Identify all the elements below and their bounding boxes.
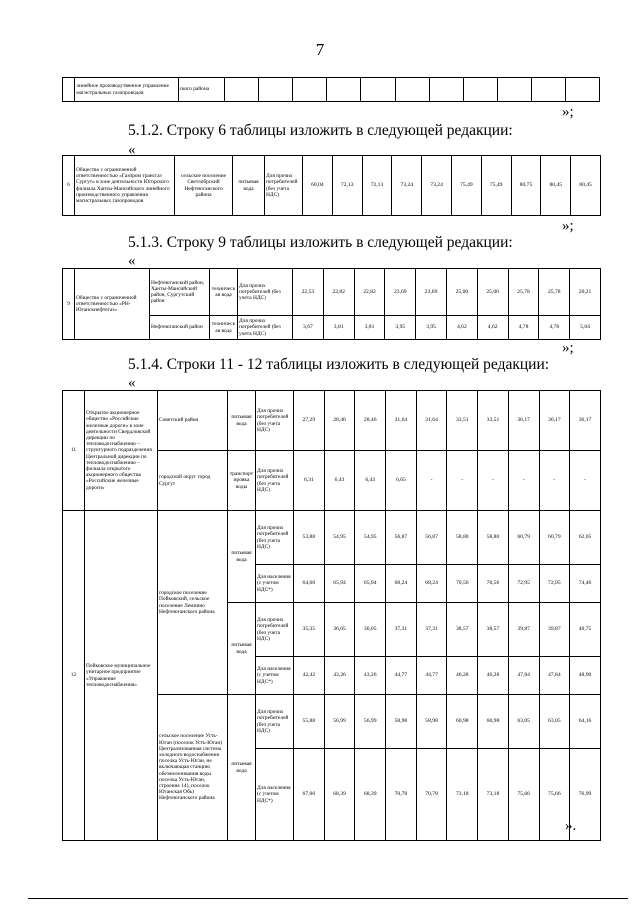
cell-value: 20,21: [570, 269, 601, 316]
cell-value: 68,39: [324, 749, 355, 841]
cell-value: 80,45: [541, 156, 571, 216]
cell-value: 70,56: [478, 565, 509, 603]
cell-value: 36,05: [324, 603, 355, 657]
cell-value: 80,75: [511, 156, 541, 216]
cell-value: 46,28: [447, 657, 478, 695]
cell-value: 23,69: [416, 269, 447, 316]
cell-value: 25,78: [508, 269, 539, 316]
cell-value: 75,49: [451, 156, 481, 216]
cell-value: 38,57: [478, 603, 509, 657]
cell-value: 4,78: [508, 316, 539, 340]
cell-territory: Нефтеюганский район: [150, 316, 210, 340]
cell-value: 47,84: [539, 657, 570, 695]
cell-value: 25,00: [477, 269, 508, 316]
cell-value: 56,87: [386, 511, 417, 565]
cell-territory: сельское поселение Светлобрский Нефтеюганского района: [175, 156, 233, 216]
cell-value: 68,24: [386, 565, 417, 603]
cell-value: 64,66: [294, 565, 325, 603]
cell-value: 74,46: [570, 565, 601, 603]
cell-value: 54,95: [324, 511, 355, 565]
cell-org: Общество с ограниченной ответственностью «РН-Юганскнефтегаз»: [75, 269, 150, 340]
cell-value: 48,90: [570, 657, 601, 695]
cell-water: питьевая вода: [228, 603, 256, 695]
cell-value: 25,78: [539, 269, 570, 316]
cell-value: 80,45: [571, 156, 601, 216]
cell-value: 56,99: [355, 695, 386, 749]
cell-value: 63,05: [539, 695, 570, 749]
cell-value: 42,42: [294, 657, 325, 695]
page-number: 7: [315, 40, 325, 59]
cell-value: 72,13: [332, 156, 362, 216]
cell-value: 27,29: [294, 391, 325, 451]
top-table: [62, 77, 600, 102]
cell-value: 54,95: [355, 511, 386, 565]
open-quote-1: «: [128, 142, 136, 158]
row-number: 12: [63, 511, 85, 841]
cell-org: Открытое акционерное общество «Российские железные дороги» в зоне деятельности Свердловской дирекции по тепловодоснабжению – структурного подразделения Центральной дирекции по тепловодоснабжению – филиала открытого акционерного общества «Российские железные дороги»: [85, 391, 158, 511]
cell-territory: ского района: [178, 78, 224, 102]
section-heading-2: 5.1.3. Строку 9 таблицы изложить в следующей редакции:: [128, 234, 513, 251]
cell-value: 70,78: [386, 749, 417, 841]
cell-value: 75,49: [481, 156, 511, 216]
cell-value: 64,16: [570, 695, 601, 749]
cell-value: 60,79: [508, 511, 539, 565]
cell-value: 62,05: [570, 511, 601, 565]
cell-value: 60,04: [303, 156, 333, 216]
cell-value: 40,75: [570, 603, 601, 657]
cell-value: 33,51: [478, 391, 509, 451]
footer-divider: [28, 898, 628, 899]
cell-consumers: Для прочих потребителей (без учета НДС): [256, 695, 294, 749]
cell-value: 4,62: [477, 316, 508, 340]
cell-value: 22,53: [293, 269, 324, 316]
cell-value: 72,95: [508, 565, 539, 603]
cell-value: 72,13: [362, 156, 392, 216]
cell-value: 36,17: [508, 391, 539, 451]
cell-value: 35,35: [294, 603, 325, 657]
cell-value: 63,05: [508, 695, 539, 749]
cell-consumers: Для прочих потребителей (без учета НДС): [256, 391, 294, 451]
cell-value: 56,99: [324, 695, 355, 749]
cell-value: 37,31: [416, 603, 447, 657]
open-quote-2: «: [128, 253, 136, 269]
cell-value: 70,56: [447, 565, 478, 603]
cell-value: 23,69: [385, 269, 416, 316]
cell-value: 6,43: [355, 451, 386, 511]
cell-value: 47,84: [508, 657, 539, 695]
cell-value: 28,46: [324, 391, 355, 451]
cell-value: 68,24: [416, 565, 447, 603]
cell-water: транспортировка воды: [228, 451, 256, 511]
cell-value: 6,43: [324, 451, 355, 511]
cell-value: 5,04: [570, 316, 601, 340]
row-number: 9: [63, 269, 75, 340]
cell-value: 31,64: [416, 391, 447, 451]
cell-consumers: Для прочих потребителей (без учета НДС): [256, 451, 294, 511]
cell-consumers: Для прочих потребителей (без учета НДС): [256, 511, 294, 565]
cell-value: 46,28: [478, 657, 509, 695]
cell-value: 75,66: [539, 749, 570, 841]
cell-value: 58,98: [416, 695, 447, 749]
cell-value: 65,94: [324, 565, 355, 603]
cell-value: 36,17: [539, 391, 570, 451]
cell-value: 75,66: [508, 749, 539, 841]
section-heading-3: 5.1.4. Строки 11 - 12 таблицы изложить в следующей редакции:: [128, 356, 550, 373]
row-number: 6: [63, 156, 75, 216]
cell-value: 28,46: [355, 391, 386, 451]
cell-value: 22,82: [354, 269, 385, 316]
cell-org: Общество с ограниченной ответственностью «Газпром трансгаз Сургут» в зоне деятельности Югорского филиала Ханты-Мансийского линейного производственного управления магистральных газопроводов: [75, 156, 175, 216]
cell-value: 4,62: [446, 316, 477, 340]
cell-consumers: Для прочих потребителей (без учета НДС): [238, 316, 293, 340]
cell-territory: Нефтеюганский район, Ханты-Мансийский район, Сургутский район: [150, 269, 210, 316]
cell-water: техническая вода: [210, 316, 238, 340]
cell-org: Пойковское муниципальное унитарное предприятие «Управление тепловодоснабжения»: [85, 511, 158, 841]
close-quote-1: »;: [562, 104, 574, 120]
cell-value: 67,06: [294, 749, 325, 841]
cell-value: 3,95: [416, 316, 447, 340]
cell-value: 73,18: [478, 749, 509, 841]
cell-territory: городской округ город Сургут: [158, 451, 228, 511]
open-quote-3: «: [128, 375, 136, 391]
cell-value: 73,24: [422, 156, 452, 216]
cell-territory: Советский район: [158, 391, 228, 451]
table-row-6: [62, 155, 601, 216]
cell-value: 68,39: [355, 749, 386, 841]
cell-value: 3,81: [354, 316, 385, 340]
cell-value: 22,82: [323, 269, 354, 316]
cell-value: 56,87: [416, 511, 447, 565]
cell-value: 60,79: [539, 511, 570, 565]
cell-consumers: Для населения (с учетом НДС*): [256, 657, 294, 695]
cell-consumers: Для населения (с учетом НДС*): [256, 565, 294, 603]
cell-value: 73,18: [447, 749, 478, 841]
cell-value: -: [539, 451, 570, 511]
cell-value: 31,64: [386, 391, 417, 451]
cell-value: -: [508, 451, 539, 511]
cell-value: 43,26: [355, 657, 386, 695]
close-quote-2: »;: [562, 218, 574, 234]
cell-water: питьевая вода: [233, 156, 265, 216]
cell-value: 70,78: [416, 749, 447, 841]
cell-value: 39,87: [508, 603, 539, 657]
cell-value: 33,51: [447, 391, 478, 451]
cell-value: 6,65: [386, 451, 417, 511]
cell-value: 58,80: [447, 511, 478, 565]
table-rows-11-12: [62, 390, 601, 841]
cell-value: 55,88: [294, 695, 325, 749]
cell-value: 60,98: [447, 695, 478, 749]
cell-value: 3,67: [293, 316, 324, 340]
close-quote-final: ».: [565, 818, 577, 834]
cell-water: питьевая вода: [228, 391, 256, 451]
cell-value: 6,31: [294, 451, 325, 511]
cell-value: 65,94: [355, 565, 386, 603]
cell-value: 25,00: [446, 269, 477, 316]
cell-value: 73,24: [392, 156, 422, 216]
row-number: 11: [63, 391, 85, 511]
section-heading-1: 5.1.2. Строку 6 таблицы изложить в следующей редакции:: [128, 122, 513, 139]
cell-value: -: [570, 451, 601, 511]
cell-consumers: Для прочих потребителей (без учета НДС): [256, 603, 294, 657]
cell-water: техническая вода: [210, 269, 238, 316]
cell-value: 43,26: [324, 657, 355, 695]
cell-consumers: Для населения (с учетом НДС*): [256, 749, 294, 841]
cell-water: питьевая вода: [228, 695, 256, 841]
cell-value: 44,77: [386, 657, 417, 695]
cell-value: -: [416, 451, 447, 511]
cell-value: 76,99: [570, 749, 601, 841]
cell-value: 58,98: [386, 695, 417, 749]
cell-value: -: [447, 451, 478, 511]
cell-value: 60,98: [478, 695, 509, 749]
table-row-9: [62, 268, 601, 340]
cell-value: 39,87: [539, 603, 570, 657]
cell-value: 44,77: [416, 657, 447, 695]
cell-value: 53,88: [294, 511, 325, 565]
cell-consumers: Для прочих потребителей (без учета НДС): [238, 269, 293, 316]
cell-value: 3,95: [385, 316, 416, 340]
cell-territory: городское поселение Пойковский, сельское поселение Лемпино Нефтеюганского района: [158, 511, 228, 695]
cell-value: 38,57: [447, 603, 478, 657]
cell-value: -: [478, 451, 509, 511]
cell-org: линейное производственное управление магистральных газопроводов: [75, 78, 178, 102]
close-quote-3: »;: [562, 340, 574, 356]
cell-value: 3,81: [323, 316, 354, 340]
cell-consumers: Для прочих потребителей (без учета НДС): [265, 156, 303, 216]
cell-value: 36,17: [570, 391, 601, 451]
cell-value: 36,05: [355, 603, 386, 657]
cell-value: 4,78: [539, 316, 570, 340]
cell-territory: сельское поселение Усть-Юган (поселок Усть-Юган) Централизованная система холодного водоснабжения поселка Усть-Юган, не включающая станцию обезжелезивания воды поселка Усть-Юган, строение 14), поселок Юганская Обь) Нефтеюганского района: [158, 695, 228, 841]
cell-value: 58,80: [478, 511, 509, 565]
cell-water: питьевая вода: [228, 511, 256, 603]
cell-value: 37,31: [386, 603, 417, 657]
cell-value: 72,95: [539, 565, 570, 603]
